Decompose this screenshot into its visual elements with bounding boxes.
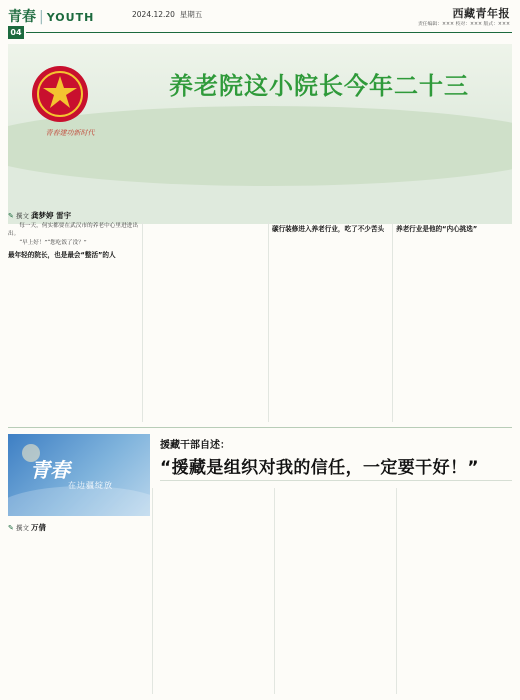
byline-name: 万倩 bbox=[31, 523, 47, 532]
page-number: 04 bbox=[8, 26, 24, 39]
paragraph: 每一天，何实都要在武汉市的养老中心里进进出出。 bbox=[8, 223, 138, 238]
article1-subhead-b: 碳行装修进入养老行业，吃了不少苦头 bbox=[272, 225, 385, 233]
byline-label: 撰文 bbox=[15, 212, 29, 220]
article2-photo bbox=[8, 434, 150, 516]
column-divider bbox=[274, 488, 275, 694]
weekday-text: 星期五 bbox=[179, 10, 203, 19]
paper-name: 西藏青年报 bbox=[452, 7, 510, 20]
column-divider bbox=[268, 222, 269, 422]
article1-column-2 bbox=[146, 222, 264, 422]
article1-column-4 bbox=[396, 222, 512, 422]
pen-icon: ✎ bbox=[8, 524, 14, 532]
article1-byline bbox=[8, 210, 140, 220]
article2-column-1 bbox=[8, 536, 148, 694]
staff-credits: 责任编辑：××× 校对：××× 版式：××× bbox=[418, 22, 510, 27]
article2-byline bbox=[8, 522, 150, 532]
article1-subhead-a: 最年轻的院长，也是最会“整活”的人 bbox=[8, 250, 116, 259]
headline-underline bbox=[160, 480, 512, 481]
photo-subtitle: 在边疆绽放 bbox=[68, 481, 113, 490]
article1-column-3 bbox=[272, 222, 388, 422]
byline-name: 龚梦婷 雷宇 bbox=[31, 211, 72, 220]
issue-date bbox=[132, 9, 202, 20]
section-name-cn: 青春 bbox=[8, 9, 36, 25]
column-divider bbox=[392, 222, 393, 422]
article2-column-2 bbox=[158, 488, 270, 694]
article1-headline: 养老院这小院长今年二十三 bbox=[169, 72, 469, 100]
section-divider bbox=[8, 427, 512, 428]
youth-league-emblem-icon bbox=[30, 64, 90, 124]
section-label bbox=[8, 6, 94, 26]
column-divider bbox=[396, 488, 397, 694]
masthead bbox=[0, 0, 520, 44]
article1-banner bbox=[8, 44, 512, 224]
article1-column-1 bbox=[8, 222, 138, 422]
date-text: 2024.12.20 bbox=[132, 10, 175, 19]
pen-icon: ✎ bbox=[8, 212, 14, 220]
photo-calligraphy-title: 青春 bbox=[30, 458, 70, 482]
column-divider bbox=[142, 222, 143, 422]
column-divider bbox=[152, 488, 153, 694]
article1-subhead-c: 养老行业是他的“内心挑选” bbox=[396, 225, 478, 233]
article2-column-3 bbox=[278, 488, 392, 694]
section-separator: | bbox=[39, 9, 44, 25]
paragraph: “早上好！”“您吃饭了没？” bbox=[19, 240, 87, 247]
byline-label: 撰文 bbox=[15, 524, 29, 532]
section-name-en: YOUTH bbox=[46, 11, 95, 24]
article2-kicker: 援藏干部自述： bbox=[160, 440, 230, 451]
article2-headline: “援藏是组织对我的信任，一定要干好！” bbox=[160, 458, 479, 478]
article2-column-4 bbox=[400, 488, 512, 694]
masthead-rule bbox=[26, 32, 512, 33]
slogan-text: 青春建功新时代 bbox=[45, 129, 95, 137]
